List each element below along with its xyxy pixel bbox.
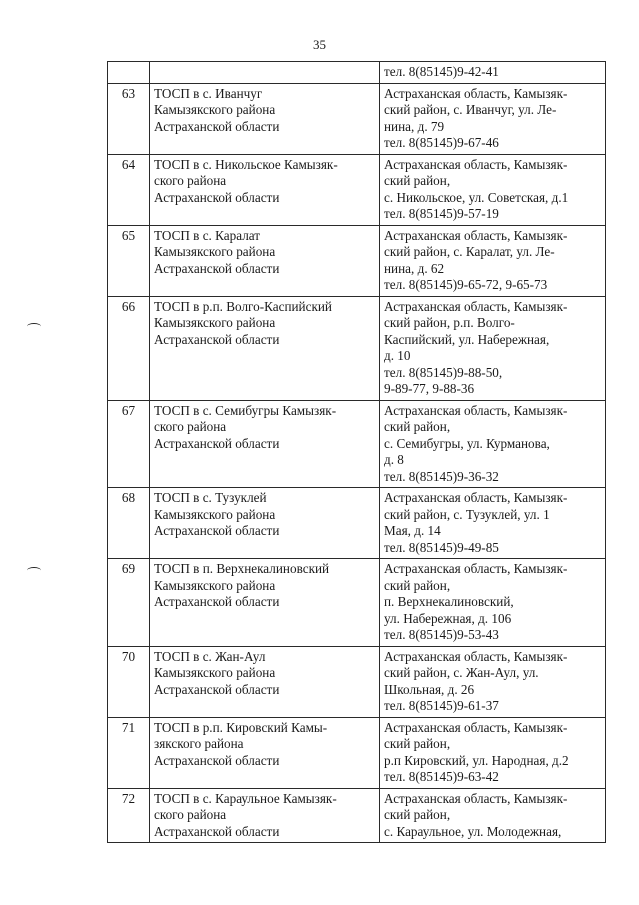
table-row [108,154,606,225]
office-name-line: ТОСП в р.п. Кировский Камы- [154,719,328,735]
address-line: Астраханская область, Камызяк- [384,648,568,664]
address-cell [380,488,606,559]
address-line: Астраханская область, Камызяк- [384,561,568,576]
office-name-line: ТОСП в с. Каралат [154,227,261,243]
row-number-cell: 63 [108,83,150,154]
office-name-line: Камызякского района [154,577,276,593]
address-line: Астраханская область, Камызяк- [384,719,568,735]
table-row [108,62,606,84]
address-cell [380,83,606,154]
address-line: тел. 8(85145)9-53-43 [384,627,499,642]
address-line: тел. 8(85145)9-61-37 [384,698,499,713]
office-name-line: ТОСП в с. Тузуклей [154,490,267,505]
row-number-cell: 72 [108,788,150,843]
office-name-line: Астраханской области [154,523,280,538]
address-line: с. Семибугры, ул. Курманова, [384,435,550,451]
office-name-cell [150,488,380,559]
office-name-line: ского района [154,807,227,822]
row-number-cell: 67 [108,400,150,488]
address-cell [380,788,606,843]
office-name-line: Камызякского района [154,315,276,330]
page-number: 35 [313,37,326,52]
address-line: тел. 8(85145)9-63-42 [384,769,499,784]
row-number-cell: 64 [108,154,150,225]
address-line: Каспийский, ул. Набережная, [384,331,550,347]
table-row [108,83,606,154]
office-name-cell [150,225,380,296]
office-name-cell [150,400,380,488]
address-line: Астраханская область, Камызяк- [384,298,568,314]
office-name-line: Астраханской области [154,823,280,839]
table-row [108,296,606,400]
office-name-line: ТОСП в с. Иванчуг [154,85,263,101]
address-cell [380,646,606,717]
address-line: Астраханская область, Камызяк- [384,790,568,806]
table-row [108,646,606,717]
office-name-line: ского района [154,419,227,434]
office-name-line: Астраханской области [154,118,280,134]
office-name-line: ТОСП в п. Верхнекалиновский [154,561,330,576]
address-cell [380,154,606,225]
row-number-cell: 70 [108,646,150,717]
address-line: Астраханская область, Камызяк- [384,402,568,418]
address-line: р.п Кировский, ул. Народная, д.2 [384,752,569,768]
address-line: Астраханская область, Камызяк- [384,156,568,172]
address-line: ский район, с. Жан-Аул, ул. [384,665,539,680]
office-name-cell [150,559,380,647]
table-row [108,717,606,788]
address-line: Школьная, д. 26 [384,681,475,697]
offices-table [107,61,606,843]
address-line: ский район, [384,577,451,593]
scan-artifact-mark [27,323,41,330]
address-line: ул. Набережная, д. 106 [384,610,512,626]
office-name-line: Астраханской области [154,331,280,347]
address-line: Мая, д. 14 [384,523,441,538]
office-name-line: Астраханской области [154,594,280,609]
address-cell [380,400,606,488]
table-row [108,559,606,647]
address-line: ский район, с. Тузуклей, ул. 1 [384,506,550,522]
office-name-cell [150,717,380,788]
office-name-line: Камызякского района [154,665,276,680]
office-name-cell [150,83,380,154]
row-number-cell: 66 [108,296,150,400]
address-line: д. 8 [384,452,404,467]
office-name-cell [150,154,380,225]
table-row [108,488,606,559]
office-name-line: Астраханской области [154,681,280,697]
address-cell [380,559,606,647]
address-line: с. Караульное, ул. Молодежная, [384,823,562,839]
address-cell [380,62,606,84]
address-line: Астраханская область, Камызяк- [384,227,568,243]
row-number-cell: 69 [108,559,150,647]
address-line: тел. 8(85145)9-67-46 [384,135,499,150]
office-name-line: Астраханской области [154,752,280,768]
address-line: ский район, с. Каралат, ул. Ле- [384,244,555,259]
table-row [108,225,606,296]
office-name-line: Камызякского района [154,506,276,522]
phone-line: тел. 8(85145)9-42-41 [384,64,499,79]
address-line: д. 10 [384,348,411,363]
office-name-line: Астраханской области [154,260,280,276]
office-name-line: Астраханской области [154,435,280,451]
address-line: нина, д. 62 [384,260,445,276]
office-name-cell [150,788,380,843]
office-name-line: ТОСП в с. Никольское Камызяк- [154,156,338,172]
address-line: ский район, [384,419,451,434]
scan-artifact-mark [27,567,41,574]
address-line: ский район, [384,173,451,188]
address-line: нина, д. 79 [384,118,445,134]
address-line: тел. 8(85145)9-36-32 [384,468,499,484]
address-line: п. Верхнекалиновский, [384,594,514,609]
address-line: тел. 8(85145)9-57-19 [384,206,499,221]
office-name-line: ского района [154,173,227,188]
row-number-cell: 65 [108,225,150,296]
address-line: ский район, р.п. Волго- [384,315,515,330]
office-name-line: зякского района [154,736,244,751]
address-line: Астраханская область, Камызяк- [384,85,568,101]
office-name-cell [150,646,380,717]
address-line: с. Никольское, ул. Советская, д.1 [384,189,569,205]
row-number-cell [108,62,150,84]
office-name-line: Камызякского района [154,102,276,117]
address-line: тел. 8(85145)9-49-85 [384,539,499,555]
address-line: ский район, [384,807,451,822]
address-cell [380,717,606,788]
address-cell [380,225,606,296]
office-name-line: Камызякского района [154,244,276,259]
office-name-line: Астраханской области [154,189,280,205]
office-name-cell [150,62,380,84]
address-line: ский район, [384,736,451,751]
address-cell [380,296,606,400]
address-line: ский район, с. Иванчуг, ул. Ле- [384,102,557,117]
table-row [108,400,606,488]
office-name-line: ТОСП в с. Караульное Камызяк- [154,790,337,806]
office-name-line: ТОСП в с. Семибугры Камызяк- [154,402,337,418]
row-number-cell: 71 [108,717,150,788]
office-name-cell [150,296,380,400]
office-name-line: ТОСП в р.п. Волго-Каспийский [154,298,332,314]
address-line: 9-89-77, 9-88-36 [384,381,475,396]
address-line: тел. 8(85145)9-65-72, 9-65-73 [384,277,548,292]
table-row [108,788,606,843]
row-number-cell: 68 [108,488,150,559]
office-name-line: ТОСП в с. Жан-Аул [154,648,266,664]
address-line: Астраханская область, Камызяк- [384,490,568,505]
address-line: тел. 8(85145)9-88-50, [384,364,503,380]
